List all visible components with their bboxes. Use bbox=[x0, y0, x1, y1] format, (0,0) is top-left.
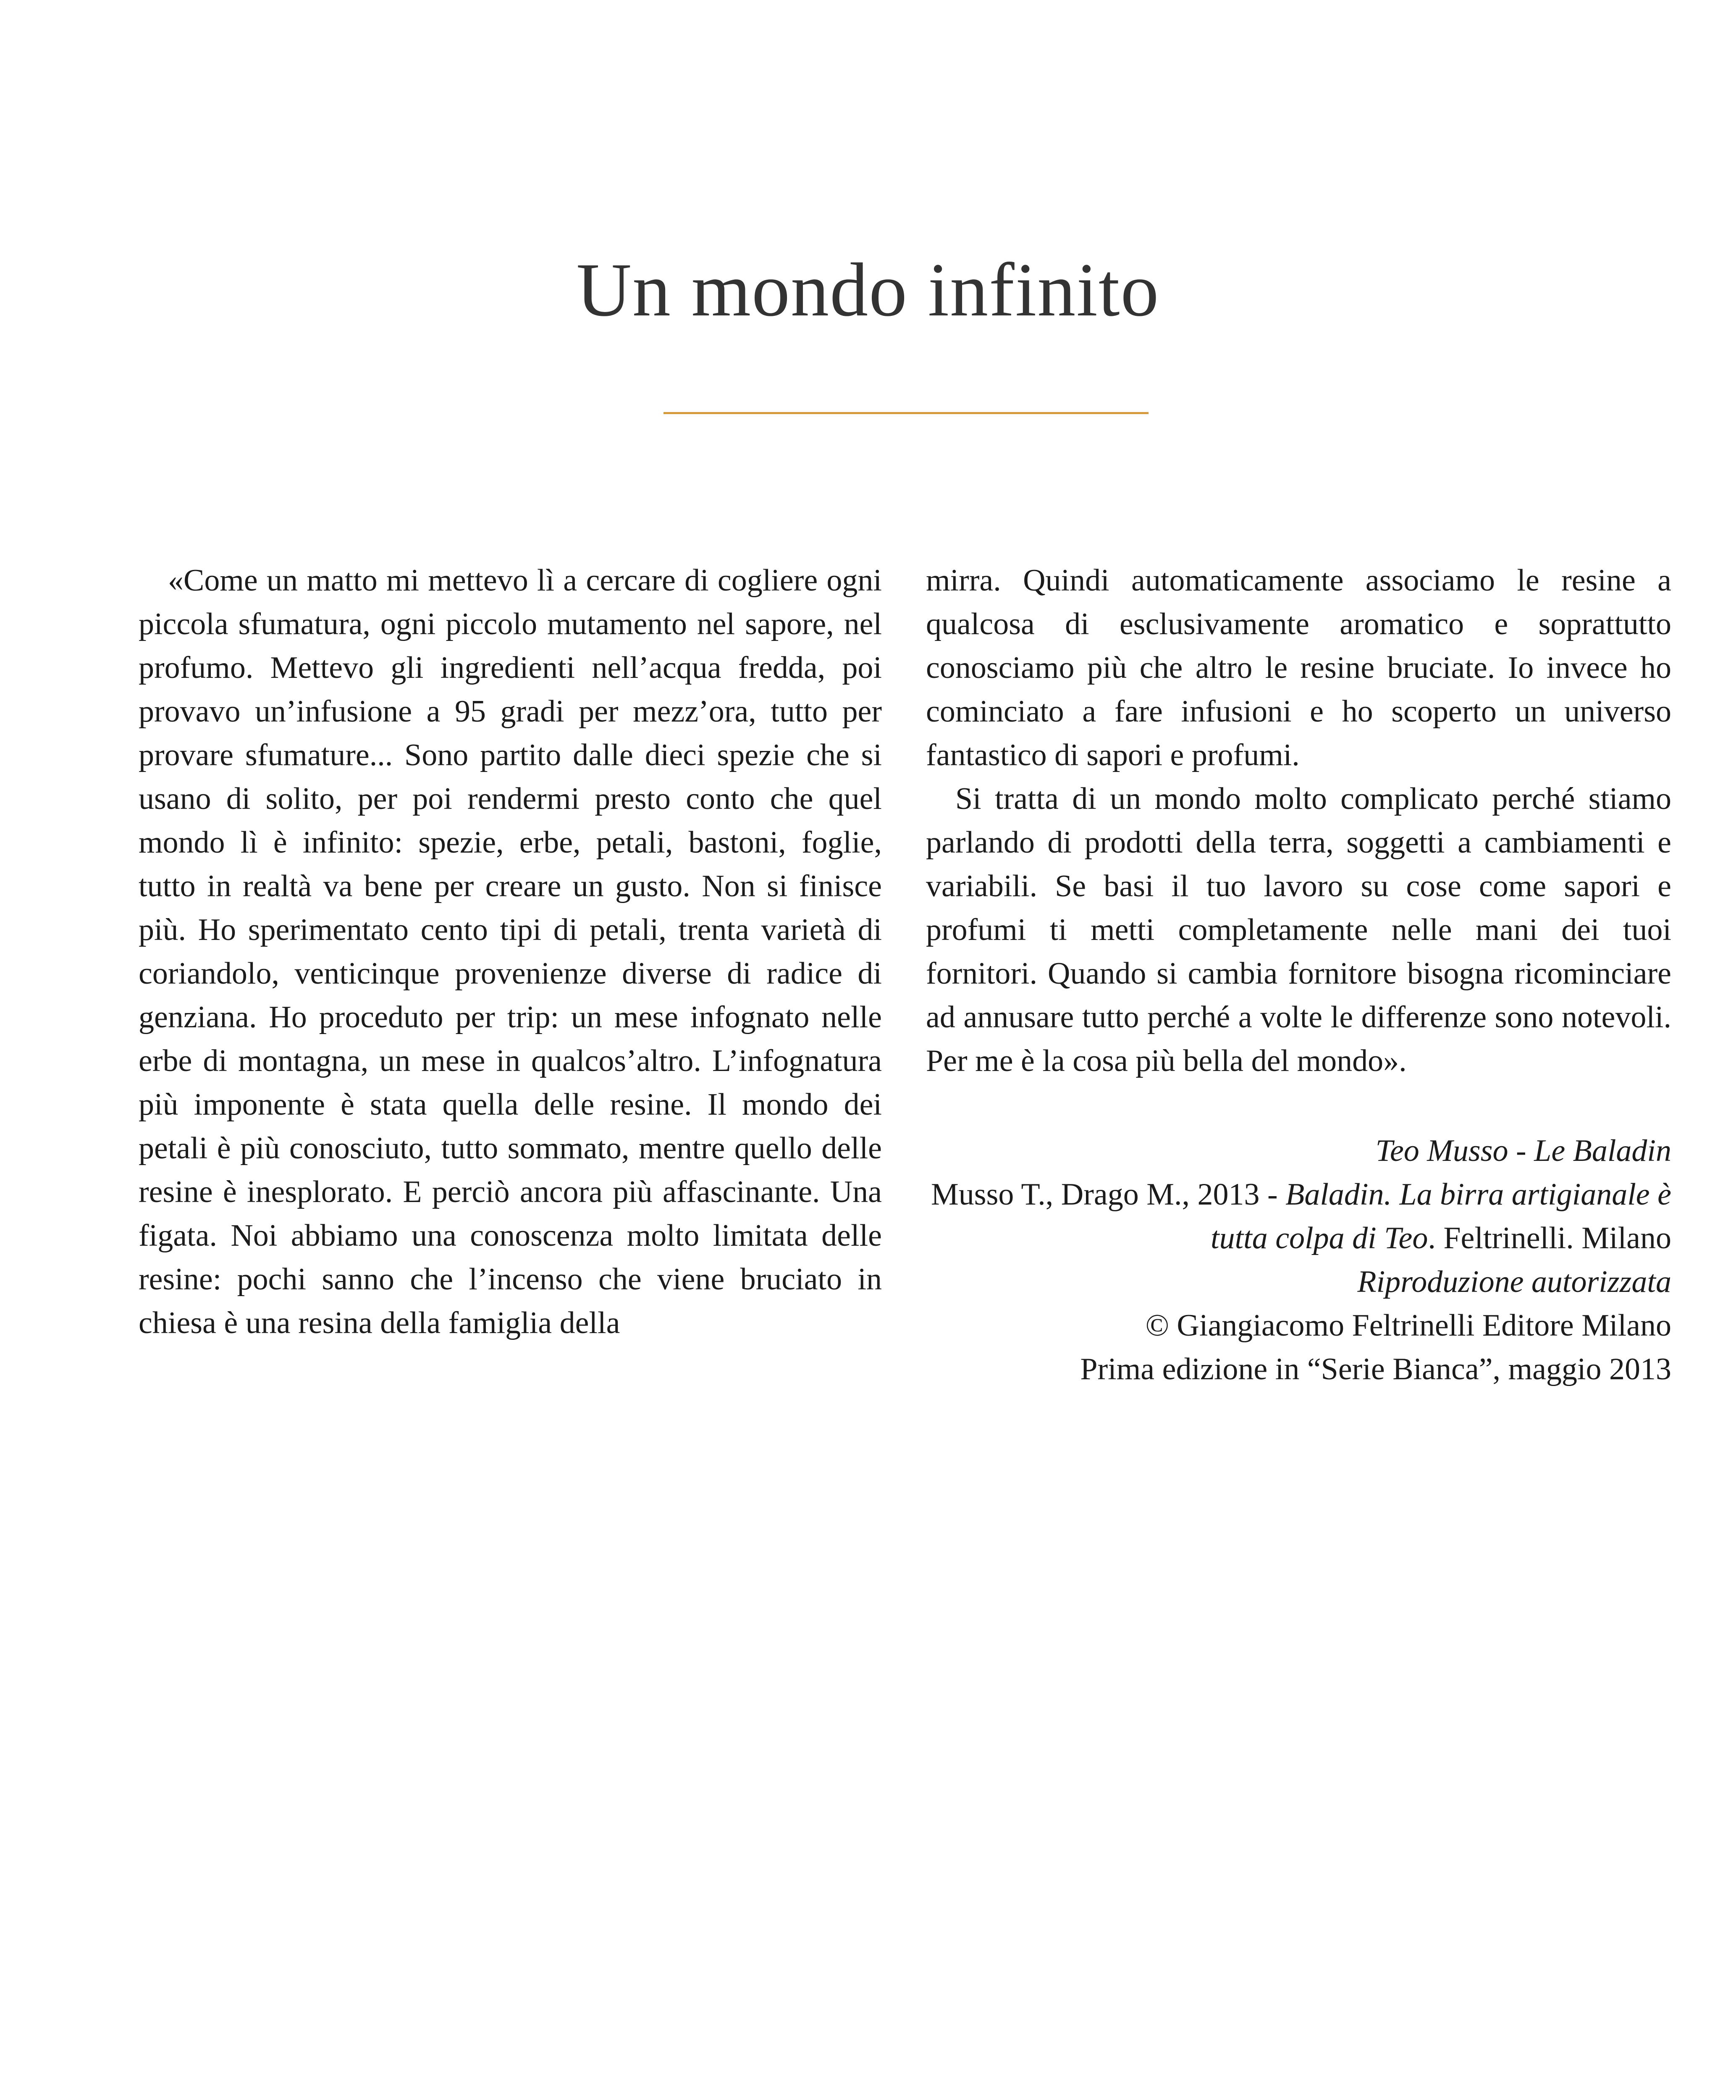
edition-line: Prima edizione in “Serie Bianca”, maggio 2013 bbox=[1080, 1352, 1671, 1386]
left-column bbox=[139, 559, 882, 1345]
page-title: Un mondo infinito bbox=[576, 248, 1160, 332]
citation-prefix: Musso T., Drago M., 2013 - bbox=[931, 1177, 1286, 1212]
citation-suffix: . Feltrinelli. Milano bbox=[1428, 1221, 1671, 1255]
reproduction-note: Riproduzione autorizzata bbox=[1357, 1265, 1671, 1299]
author-line: Teo Musso - Le Baladin bbox=[1375, 1134, 1671, 1168]
copyright-line: © Giangiacomo Feltrinelli Editore Milano bbox=[1145, 1308, 1671, 1343]
right-column bbox=[926, 559, 1671, 1391]
credits-block bbox=[926, 1129, 1671, 1391]
citation bbox=[926, 1173, 1671, 1260]
paragraph-2: Si tratta di un mondo molto complicato perché stiamo parlando di prodotti della terra, soggetti a cambiamenti e variabili. Se basi il tuo lavoro su cose come sapori e profumi ti metti completamente nelle mani dei tuoi fornitori. Quando si cambia fornitore bisogna ricominciare ad annusare tutto perché a volte le differenze sono notevoli. Per me è la cosa più bella del mondo». bbox=[926, 782, 1671, 1078]
title-divider bbox=[663, 412, 1149, 414]
citation-title: Baladin. La birra artigianale è tutta colpa di Teo bbox=[1211, 1177, 1671, 1255]
paragraph-1-part-2: mirra. Quindi automaticamente associamo le resine a qualcosa di esclusivamente aromatico e soprattutto conosciamo più che altro le resine bruciate. Io invece ho cominciato a fare infusioni e ho scoperto un universo fantastico di sapori e profumi. bbox=[926, 563, 1671, 772]
paragraph-1-part-1: «Come un matto mi mettevo lì a cercare di cogliere ogni piccola sfumatura, ogni piccolo mutamento nel sapore, nel profumo. Mettevo gli ingredienti nell’acqua fredda, poi provavo un’infusione a 95 gradi per mezz’ora, tutto per provare sfumature... Sono partito dalle dieci spezie che si usano di solito, per poi rendermi presto conto che quel mondo lì è infinito: spezie, erbe, petali, bastoni, foglie, tutto in realtà va bene per creare un gusto. Non si finisce più. Ho sperimentato cento tipi di petali, trenta varietà di coriandolo, venticinque provenienze diverse di radice di genziana. Ho proceduto per trip: un mese infognato nelle erbe di montagna, un mese in qualcos’altro. L’infognatura più imponente è stata quella delle resine. Il mondo dei petali è più conosciuto, tutto sommato, mentre quello delle resine è inesplorato. E perciò ancora più affascinante. Una figata. Noi abbiamo una conoscenza molto limitata delle resine: pochi sanno che l’incenso che viene bruciato in chiesa è una resina della famiglia della bbox=[139, 563, 882, 1340]
